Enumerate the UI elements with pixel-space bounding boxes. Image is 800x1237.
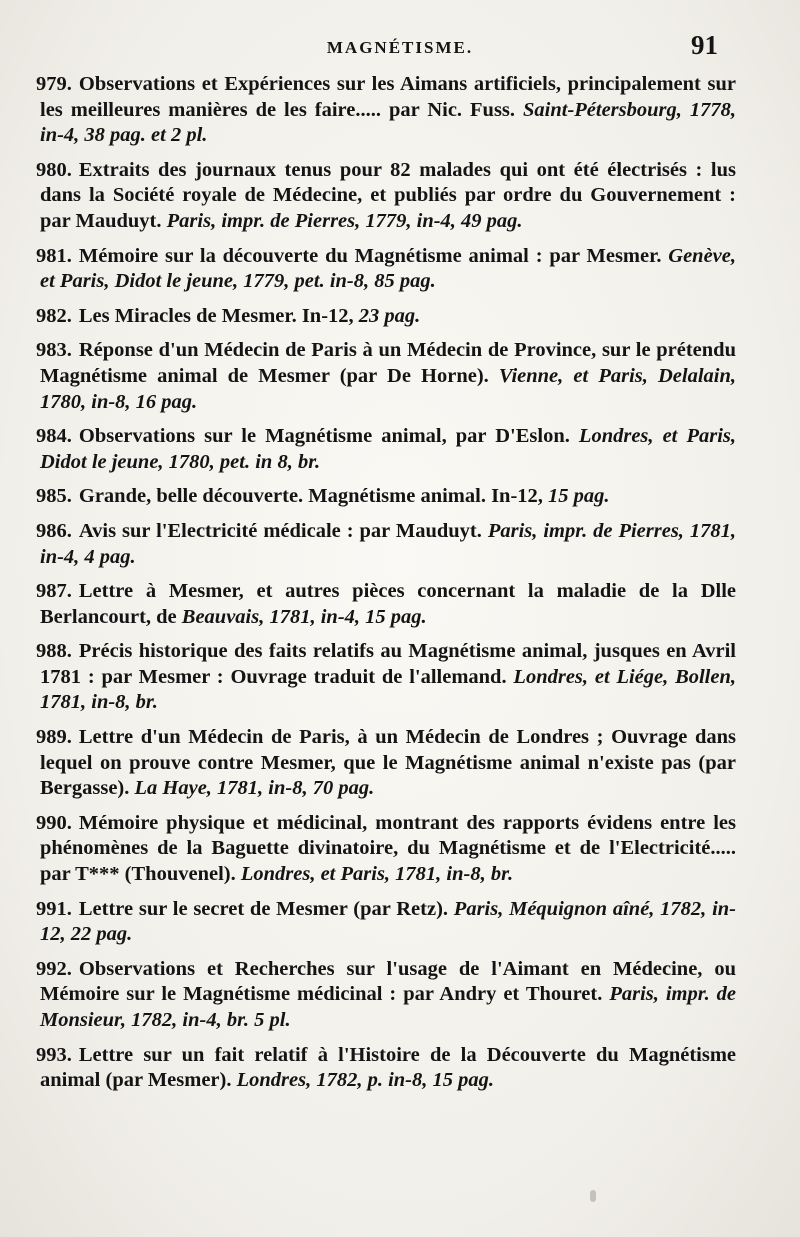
entry-number: 993.: [36, 1043, 72, 1066]
list-item: [36, 639, 736, 716]
entry-imprint: Paris, impr. de Pierres, 1779, in-4, 49 pag.: [166, 209, 523, 232]
running-head: MAGNÉTISME.: [326, 38, 474, 57]
entry-text: Mémoire physique et médicinal, montrant des rapports évidens entre les phénomènes de la Baguette divinatoire, du Magnétisme et de l'Electricité..... par T*** (Thouvenel).: [40, 811, 736, 886]
entry-imprint: Paris, Méquignon aîné, 1782, in-12, 22 pag.: [40, 897, 736, 946]
entry-imprint: Londres, 1782, p. in-8, 15 pag.: [236, 1069, 495, 1092]
entry-number: 992.: [36, 957, 72, 980]
entry-text: Observations et Recherches sur l'usage de l'Aimant en Médecine, ou Mémoire sur le Magnétisme médicinal : par Andry et Thouret.: [40, 957, 736, 1006]
entry-imprint: Paris, impr. de Monsieur, 1782, in-4, br. 5 pl.: [40, 983, 737, 1031]
list-item: [36, 811, 736, 888]
entry-text: Réponse d'un Médecin de Paris à un Médecin de Province, sur le prétendu Magnétisme animal de Mesmer (par De Horne).: [40, 339, 736, 387]
list-item: [36, 957, 736, 1034]
entry-text: Lettre d'un Médecin de Paris, à un Médecin de Londres ; Ouvrage dans lequel on prouve contre Mesmer, que le Magnétisme animal n'existe pas (par Bergasse).: [40, 726, 736, 800]
entry-number: 991.: [36, 897, 72, 920]
entry-number: 979.: [36, 73, 72, 95]
entry-text: Avis sur l'Electricité médicale : par Mauduyt.: [78, 519, 482, 542]
list-item: [36, 424, 736, 475]
list-item: [36, 1043, 736, 1094]
entry-number: 987.: [36, 580, 72, 603]
list-item: [36, 725, 736, 802]
entry-imprint: Londres, et Liége, Bollen, 1781, in-8, br.: [40, 665, 737, 714]
entry-imprint: Londres, et Paris, 1781, in-8, br.: [240, 863, 514, 886]
entry-imprint: Londres, et Paris, Didot le jeune, 1780, pet. in 8, br.: [40, 425, 736, 473]
list-item: [36, 519, 736, 570]
list-item: [36, 158, 736, 235]
entry-text: Lettre sur un fait relatif à l'Histoire de la Découverte du Magnétisme animal (par Mesmer).: [40, 1043, 736, 1092]
entry-number: 984.: [36, 425, 72, 448]
entry-number: 983.: [36, 339, 72, 362]
page-number: 91: [691, 30, 718, 60]
entry-number: 990.: [36, 811, 72, 834]
list-item: [36, 244, 736, 295]
list-item: [36, 484, 736, 510]
list-item: [36, 897, 736, 948]
entry-text: Mémoire sur la découverte du Magnétisme animal : par Mesmer.: [78, 244, 662, 267]
entry-text: Observations et Expériences sur les Aimans artificiels, principalement sur les meilleures manières de les faire..... par Nic. Fuss.: [40, 73, 736, 121]
entry-number: 989.: [36, 726, 72, 749]
page-header: [0, 30, 800, 70]
entry-imprint: 23 pag.: [358, 304, 421, 327]
list-item: [36, 304, 736, 330]
entry-number: 985.: [36, 485, 72, 508]
entry-number: 988.: [36, 640, 72, 663]
bibliography-list: [36, 72, 736, 1103]
list-item: [36, 72, 736, 149]
entry-text: Lettre sur le secret de Mesmer (par Retz).: [78, 897, 449, 920]
entry-text: Les Miracles de Mesmer. In-12,: [78, 304, 354, 327]
entry-imprint: Paris, impr. de Pierres, 1781, in-4, 4 pag.: [40, 519, 737, 568]
entry-imprint: 15 pag.: [548, 485, 610, 508]
entry-imprint: Genève, et Paris, Didot le jeune, 1779, pet. in-8, 85 pag.: [40, 244, 736, 293]
entry-text: Observations sur le Magnétisme animal, par D'Eslon.: [78, 425, 570, 448]
entry-imprint: La Haye, 1781, in-8, 70 pag.: [134, 777, 375, 800]
entry-imprint: Vienne, et Paris, Delalain, 1780, in-8, 16 pag.: [40, 364, 736, 413]
entry-text: Extraits des journaux tenus pour 82 malades qui ont été électrisés : lus dans la Société royale de Médecine, et publiés par ordre du Gouvernement : par Mauduyt.: [40, 158, 736, 232]
entry-number: 981.: [36, 244, 72, 267]
list-item: [36, 579, 736, 630]
entry-number: 980.: [36, 158, 72, 181]
ink-smudge: [590, 1190, 596, 1202]
entry-imprint: Beauvais, 1781, in-4, 15 pag.: [181, 605, 427, 628]
entry-imprint: Saint-Pétersbourg, 1778, in-4, 38 pag. et 2 pl.: [40, 98, 736, 147]
entry-text: Lettre à Mesmer, et autres pièces concernant la maladie de la Dlle Berlancourt, de: [40, 580, 736, 628]
entry-number: 982.: [36, 304, 72, 327]
entry-text: Précis historique des faits relatifs au Magnétisme animal, jusques en Avril 1781 : par Mesmer : Ouvrage traduit de l'allemand.: [40, 640, 736, 688]
entry-text: Grande, belle découverte. Magnétisme animal. In-12,: [78, 485, 543, 508]
entry-number: 986.: [36, 519, 72, 542]
list-item: [36, 338, 736, 415]
